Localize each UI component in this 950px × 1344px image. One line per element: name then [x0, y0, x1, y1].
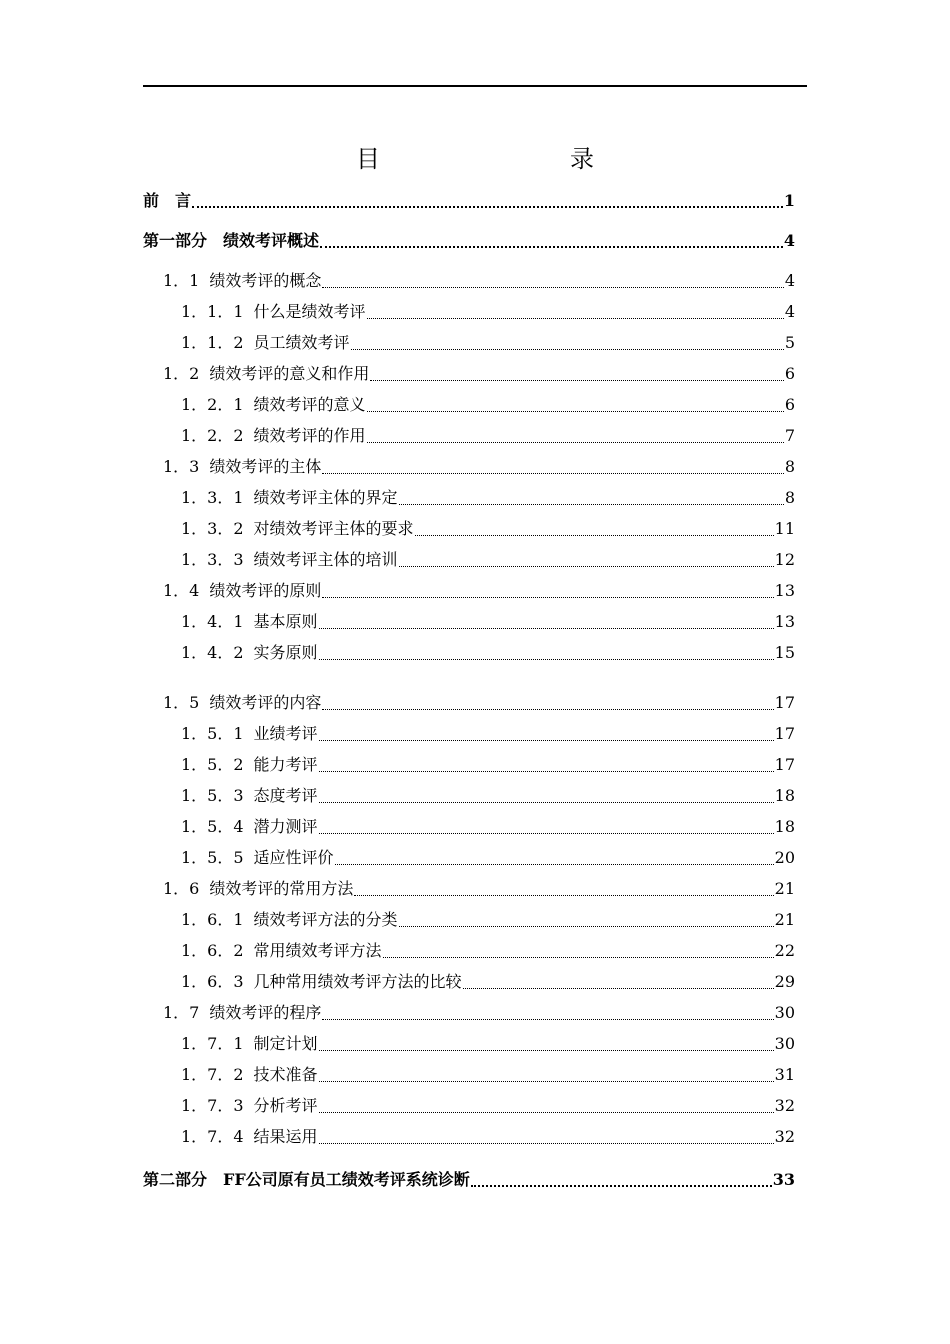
toc-entry[interactable]: [143, 1028, 795, 1054]
toc-entry-text: 对绩效考评主体的要求: [253, 519, 414, 538]
toc-entry-number: 1．5．2: [181, 755, 244, 774]
toc-entry-label: [163, 1003, 321, 1023]
toc-entry-page: 8: [784, 457, 795, 476]
dot-leader: [399, 504, 784, 505]
dot-leader: [319, 1081, 774, 1082]
toc-entry-page: 7: [784, 426, 795, 445]
toc-entry-page: 11: [774, 519, 795, 538]
toc-entry-number: 1．5．5: [181, 848, 244, 867]
toc-entry-number: 1．4: [163, 581, 200, 600]
toc-entry-label: [163, 364, 369, 384]
toc-entry-number: 1．5．4: [181, 817, 244, 836]
toc-entry-number: 1．5: [163, 693, 200, 712]
toc-entry-number: 1．7．2: [181, 1065, 244, 1084]
toc-entry-number: 1．6．1: [181, 910, 244, 929]
toc-entry-page: 8: [784, 488, 795, 507]
dot-leader: [367, 442, 784, 443]
toc-entry-page: 17: [774, 693, 795, 712]
toc-entry-label: [181, 1096, 318, 1116]
dot-leader: [319, 740, 774, 741]
toc-entry-text: 绩效考评的意义: [253, 395, 366, 414]
dot-leader: [322, 287, 783, 288]
toc-entry-label: [163, 457, 321, 477]
toc-entry-text: 制定计划: [253, 1034, 318, 1053]
toc-entry-label: [181, 550, 398, 570]
toc-entry-label: [143, 231, 319, 251]
toc-entry[interactable]: [143, 811, 795, 837]
toc-entry-label: [181, 941, 382, 961]
dot-leader: [320, 246, 783, 248]
toc-entry-text: 技术准备: [253, 1065, 318, 1084]
toc-entry-page: 15: [774, 643, 795, 662]
toc-entry[interactable]: [143, 451, 795, 477]
toc-entry-number: 1．2．2: [181, 426, 244, 445]
toc-entry-text: 什么是绩效考评: [253, 302, 366, 321]
toc-entry-number: 1．7．1: [181, 1034, 244, 1053]
toc-entry-text: 实务原则: [253, 643, 318, 662]
toc-entry[interactable]: [143, 544, 795, 570]
dot-leader: [322, 1019, 773, 1020]
toc-entry-page: 22: [774, 941, 795, 960]
toc-entry-label: [181, 488, 398, 508]
toc-entry[interactable]: [143, 358, 795, 384]
dot-leader: [463, 988, 774, 989]
dot-leader: [351, 349, 784, 350]
dot-leader: [399, 926, 774, 927]
dot-leader: [471, 1185, 772, 1187]
dot-leader: [319, 802, 774, 803]
toc-entry-text: 绩效考评的主体: [209, 457, 322, 476]
dot-leader: [319, 659, 774, 660]
toc-entry-label: [163, 693, 321, 713]
toc-entry-number: 1．7: [163, 1003, 200, 1022]
toc-entry[interactable]: [143, 606, 795, 632]
toc-entry-number: 1．2．1: [181, 395, 244, 414]
toc-entry-text: 结果运用: [253, 1127, 318, 1146]
toc-entry[interactable]: [143, 296, 795, 322]
toc-entry-number: 1．1．2: [181, 333, 244, 352]
toc-entry[interactable]: [143, 389, 795, 415]
toc-entry-page: 21: [774, 910, 795, 929]
dot-leader: [322, 597, 773, 598]
toc-entry-text: 几种常用绩效考评方法的比较: [253, 972, 462, 991]
toc-entry-label: [181, 1034, 318, 1054]
toc-entry[interactable]: [143, 513, 795, 539]
toc-entry-page: 4: [783, 231, 795, 250]
toc-entry-page: 13: [774, 581, 795, 600]
toc-entry-text: 适应性评价: [253, 848, 334, 867]
toc-entry-text: 绩效考评的原则: [209, 581, 322, 600]
toc-entry-text: 第一部分 绩效考评概述: [143, 231, 320, 250]
toc-entry-number: 1．7．3: [181, 1096, 244, 1115]
dot-leader: [370, 380, 783, 381]
toc-entry-text: 绩效考评的内容: [209, 693, 322, 712]
toc-entry[interactable]: [143, 637, 795, 663]
toc-entry[interactable]: [143, 1059, 795, 1085]
toc-entry-page: 4: [784, 271, 795, 290]
toc-entry[interactable]: [143, 935, 795, 961]
toc-entry-label: [181, 426, 366, 446]
toc-entry-page: 33: [772, 1170, 795, 1189]
dot-leader: [415, 535, 774, 536]
toc-entry-page: 21: [774, 879, 795, 898]
dot-leader: [399, 566, 774, 567]
dot-leader: [367, 411, 784, 412]
toc-entry[interactable]: [143, 575, 795, 601]
toc-entry-number: 1．6: [163, 879, 200, 898]
toc-entry-page: 17: [774, 724, 795, 743]
dot-leader: [319, 833, 774, 834]
toc-title-char-1: 目: [356, 145, 380, 173]
toc-entry-page: 5: [784, 333, 795, 352]
dot-leader: [383, 957, 774, 958]
dot-leader: [319, 628, 774, 629]
toc-entry-label: [181, 643, 318, 663]
toc-entry-page: 12: [774, 550, 795, 569]
toc-entry-label: [181, 910, 398, 930]
toc-entry-text: 分析考评: [253, 1096, 318, 1115]
dot-leader: [319, 1112, 774, 1113]
toc-entry-label: [163, 581, 321, 601]
toc-entry-page: 20: [774, 848, 795, 867]
toc-entry-text: 基本原则: [253, 612, 318, 631]
toc-entry-text: 绩效考评的作用: [253, 426, 366, 445]
toc-entry[interactable]: [143, 1164, 795, 1190]
toc-entry[interactable]: [143, 997, 795, 1023]
toc-entry-number: 1．1．1: [181, 302, 244, 321]
toc-entry-text: 潜力测评: [253, 817, 318, 836]
toc-title: [143, 142, 807, 176]
toc-entry-number: 1．6．3: [181, 972, 244, 991]
toc-entry[interactable]: [143, 327, 795, 353]
toc-entry-number: 1．5．3: [181, 786, 244, 805]
dot-leader: [319, 1143, 774, 1144]
header-rule: [143, 85, 807, 87]
toc-entry-text: 前 言: [143, 191, 192, 210]
toc-entry-number: 1．5．1: [181, 724, 244, 743]
toc-entry-page: 13: [774, 612, 795, 631]
toc-entry-page: 18: [774, 786, 795, 805]
toc-entry[interactable]: [143, 780, 795, 806]
toc-entry-label: [181, 302, 366, 322]
toc-entry[interactable]: [143, 842, 795, 868]
toc-entry-page: 18: [774, 817, 795, 836]
toc-entry-page: 1: [783, 191, 795, 210]
toc-entry-page: 32: [774, 1096, 795, 1115]
toc-entry-text: 态度考评: [253, 786, 318, 805]
toc-entry-label: [181, 817, 318, 837]
toc-entry-label: [181, 972, 462, 992]
toc-entry-text: 员工绩效考评: [253, 333, 350, 352]
dot-leader: [192, 206, 783, 208]
toc-entry-label: [181, 724, 318, 744]
toc-title-char-2: 录: [570, 145, 594, 173]
dot-leader: [322, 709, 773, 710]
toc-entry-text: 业绩考评: [253, 724, 318, 743]
toc-entry[interactable]: [143, 1090, 795, 1116]
toc-entry[interactable]: [143, 749, 795, 775]
dot-leader: [319, 1050, 774, 1051]
toc-entry[interactable]: [143, 420, 795, 446]
toc-entry-text: 绩效考评的意义和作用: [209, 364, 370, 383]
toc-entry-label: [181, 786, 318, 806]
toc-entry[interactable]: [143, 687, 795, 713]
toc-entry[interactable]: [143, 1121, 795, 1147]
toc-entry[interactable]: [143, 904, 795, 930]
toc-entry-number: 1．3．2: [181, 519, 244, 538]
toc-entry-page: 32: [774, 1127, 795, 1146]
dot-leader: [319, 771, 774, 772]
toc-entry-page: 17: [774, 755, 795, 774]
dot-leader: [367, 318, 784, 319]
toc-entry[interactable]: [143, 718, 795, 744]
toc-entry-number: 1．4．1: [181, 612, 244, 631]
toc-entry-number: 1．3: [163, 457, 200, 476]
toc-entry-text: 能力考评: [253, 755, 318, 774]
toc-entry-text: 绩效考评主体的界定: [253, 488, 398, 507]
toc-entry-label: [143, 191, 191, 211]
toc-entry-label: [181, 755, 318, 775]
toc-entry-text: 绩效考评方法的分类: [253, 910, 398, 929]
toc-entry[interactable]: [143, 225, 795, 251]
toc-entry-label: [181, 395, 366, 415]
toc-entry-text: 绩效考评的程序: [209, 1003, 322, 1022]
toc-entry-label: [181, 333, 350, 353]
toc-entry-label: [181, 612, 318, 632]
toc-entry-label: [163, 879, 353, 899]
toc-entry-number: 1．6．2: [181, 941, 244, 960]
toc-entry-label: [181, 519, 414, 539]
toc-entry-page: 30: [774, 1003, 795, 1022]
toc-entry-text: 常用绩效考评方法: [253, 941, 382, 960]
toc-entry[interactable]: [143, 482, 795, 508]
toc-entry-label: [143, 1170, 470, 1190]
dot-leader: [322, 473, 783, 474]
toc-entry-page: 30: [774, 1034, 795, 1053]
toc-entry-text: 绩效考评主体的培训: [253, 550, 398, 569]
toc-entry[interactable]: [143, 966, 795, 992]
toc-entry-number: 1．3．3: [181, 550, 244, 569]
toc-entry-page: 4: [784, 302, 795, 321]
toc-entry[interactable]: [143, 185, 795, 211]
toc-entry[interactable]: [143, 873, 795, 899]
toc-entry-number: 1．7．4: [181, 1127, 244, 1146]
toc-entry-label: [181, 1065, 318, 1085]
toc-entry-text: 绩效考评的常用方法: [209, 879, 354, 898]
toc-entry-text: 绩效考评的概念: [209, 271, 322, 290]
toc-entry-label: [181, 848, 334, 868]
dot-leader: [354, 895, 773, 896]
toc-entry-number: 1．4．2: [181, 643, 244, 662]
toc-entry-number: 1．2: [163, 364, 200, 383]
toc-entry-page: 31: [774, 1065, 795, 1084]
toc-entry-number: 1．1: [163, 271, 200, 290]
dot-leader: [335, 864, 774, 865]
toc-entry-page: 29: [774, 972, 795, 991]
toc-entry-label: [181, 1127, 318, 1147]
toc-entry-page: 6: [784, 395, 795, 414]
toc-entry[interactable]: [143, 265, 795, 291]
toc-entry-text: 第二部分 FF公司原有员工绩效考评系统诊断: [143, 1170, 470, 1189]
toc-entry-page: 6: [784, 364, 795, 383]
toc-entry-number: 1．3．1: [181, 488, 244, 507]
toc-entry-label: [163, 271, 321, 291]
